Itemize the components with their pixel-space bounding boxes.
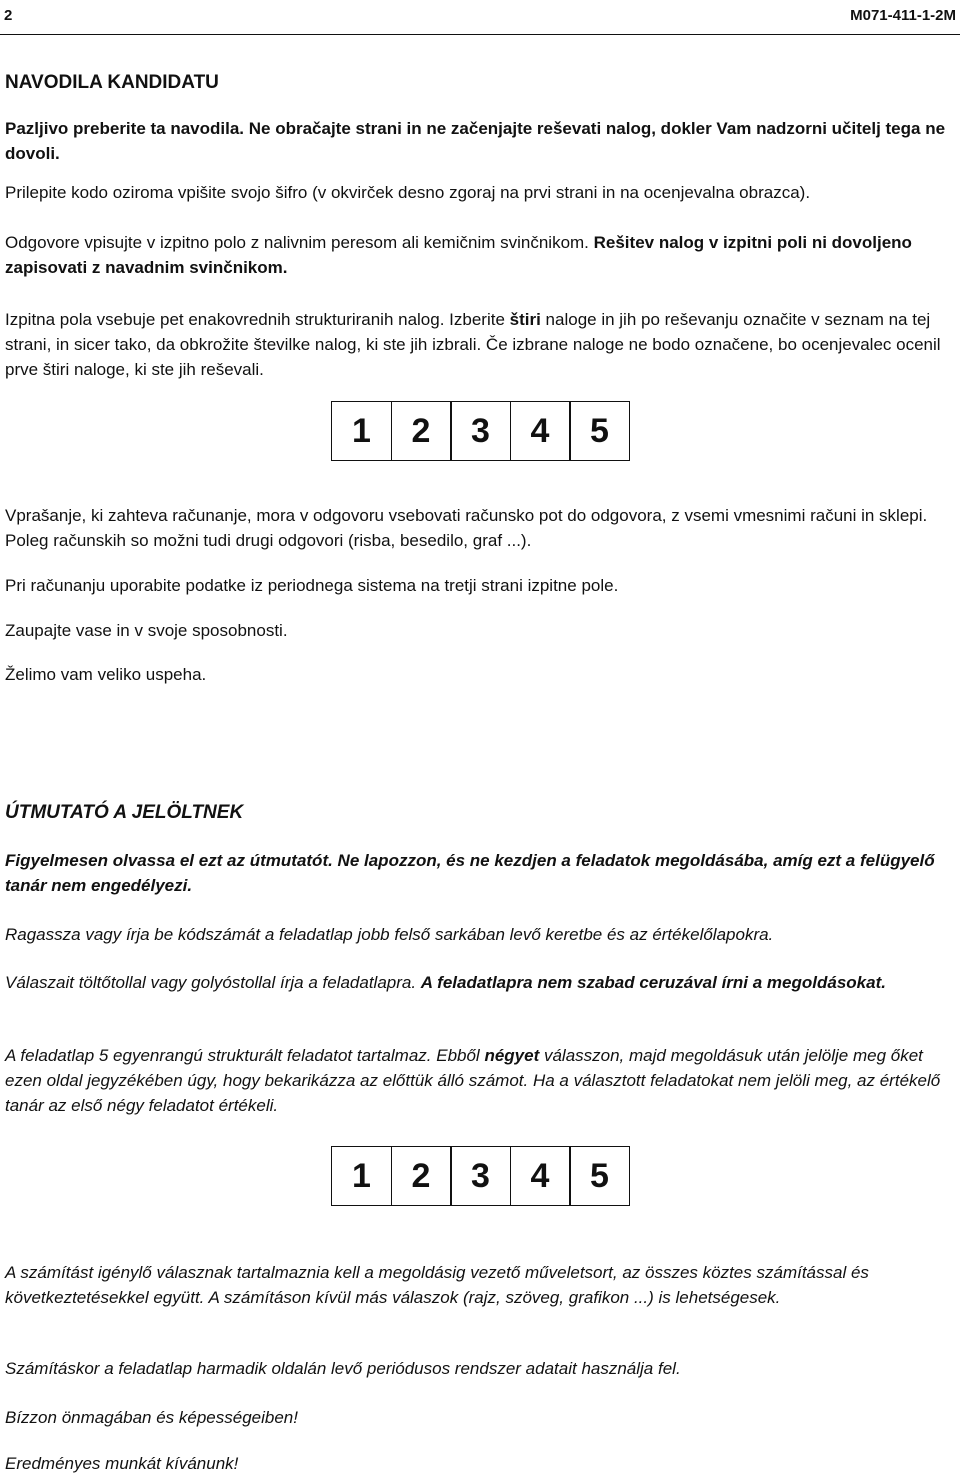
task-box-4[interactable]: 4 [510,401,571,461]
document-code: M071-411-1-2M [850,7,956,24]
hungarian-p3-text: Válaszait töltőtollal vagy golyóstollal írja a feladatlapra. [5,973,421,992]
slovene-title: NAVODILA KANDIDATU [5,72,219,93]
task-box-3[interactable]: 3 [450,401,511,461]
slovene-p3-bold: Rešitev nalog v izpitni poli ni dovoljeno zapisovati z navadnim svinčnikom. [5,233,912,277]
task-box-2[interactable]: 2 [391,401,452,461]
hungarian-paragraph-2: Ragassza vagy írja be kódszámát a feladatlap jobb felső sarkában levő keretbe és az értékelőlapokra. [5,925,774,944]
slovene-p4-text-c: naloge in jih po reševanju označite v seznam na tej strani, in sicer tako, da obkrožite številke nalog, ki ste jih izbrali. Če izbrane naloge ne bodo označene, bo ocenjevalec ocenil prve štiri naloge, ki ste jih reševali. [5,310,941,379]
hungarian-paragraph-8: Eredményes munkát kívánunk! [5,1454,239,1473]
hungarian-task-number-boxes [331,1146,630,1206]
hungarian-paragraph-4 [5,1043,955,1118]
task-box-2[interactable]: 2 [391,1146,452,1206]
page-number: 2 [4,7,13,24]
page-header [0,0,960,35]
slovene-paragraph-5: Vprašanje, ki zahteva računanje, mora v odgovoru vsebovati računsko pot do odgovora, z vsemi vmesnimi računi in sklepi. Poleg računskih so možni tudi drugi odgovori (risba, besedilo, graf ...). [5,506,928,550]
slovene-paragraph-3 [5,230,955,280]
slovene-paragraph-1: Pazljivo preberite ta navodila. Ne obračajte strani in ne začenjajte reševati nalog, dokler Vam nadzorni učitelj tega ne dovoli. [5,119,946,163]
hungarian-p4-text-c: válasszon, majd megoldásuk után jelölje meg őket ezen oldal jegyzékében úgy, hogy bekarikázza az előttük álló számot. Ha a választott feladatokat nem jelöli meg, az értékelő tanár az első négy feladatot értékeli. [5,1046,941,1115]
hungarian-p3-bold: A feladatlapra nem szabad ceruzával írni a megoldásokat. [420,973,886,992]
task-box-5[interactable]: 5 [569,401,630,461]
slovene-paragraph-2: Prilepite kodo oziroma vpišite svojo šifro (v okvirček desno zgoraj na prvi strani in na ocenjevalna obrazca). [5,183,811,202]
hungarian-p4-text-a: A feladatlap 5 egyenrangú strukturált feladatot tartalmaz. Ebből [5,1046,485,1065]
hungarian-paragraph-7: Bízzon önmagában és képességeiben! [5,1408,298,1427]
slovene-paragraph-4 [5,307,955,382]
hungarian-paragraph-6: Számításkor a feladatlap harmadik oldalán levő periódusos rendszer adatait használja fel. [5,1359,681,1378]
slovene-p4-text-a: Izpitna pola vsebuje pet enakovrednih strukturiranih nalog. Izberite [5,310,510,329]
slovene-paragraph-8: Želimo vam veliko uspeha. [5,665,207,684]
slovene-p4-bold: štiri [509,310,541,329]
hungarian-paragraph-5: A számítást igénylő válasznak tartalmaznia kell a megoldásig vezető műveletsort, az összes köztes számítással és következtetésekkel együtt. A számításon kívül más válaszok (rajz, szöveg, grafikon ...) is lehetségesek. [5,1263,869,1307]
task-box-1[interactable]: 1 [331,401,392,461]
task-box-3[interactable]: 3 [450,1146,511,1206]
hungarian-paragraph-1: Figyelmesen olvassa el ezt az útmutatót. Ne lapozzon, és ne kezdjen a feladatok megoldásába, amíg ezt a felügyelő tanár nem engedélyezi. [5,851,935,895]
hungarian-p4-bold: négyet [484,1046,540,1065]
hungarian-title: ÚTMUTATÓ A JELÖLTNEK [5,802,244,823]
hungarian-paragraph-3 [5,970,955,995]
task-box-1[interactable]: 1 [331,1146,392,1206]
task-box-4[interactable]: 4 [510,1146,571,1206]
task-box-5[interactable]: 5 [569,1146,630,1206]
slovene-paragraph-7: Zaupajte vase in v svoje sposobnosti. [5,621,288,640]
slovene-task-number-boxes [331,401,630,461]
slovene-paragraph-6: Pri računanju uporabite podatke iz periodnega sistema na tretji strani izpitne pole. [5,576,619,595]
slovene-p3-text: Odgovore vpisujte v izpitno polo z nalivnim peresom ali kemičnim svinčnikom. [5,233,594,252]
